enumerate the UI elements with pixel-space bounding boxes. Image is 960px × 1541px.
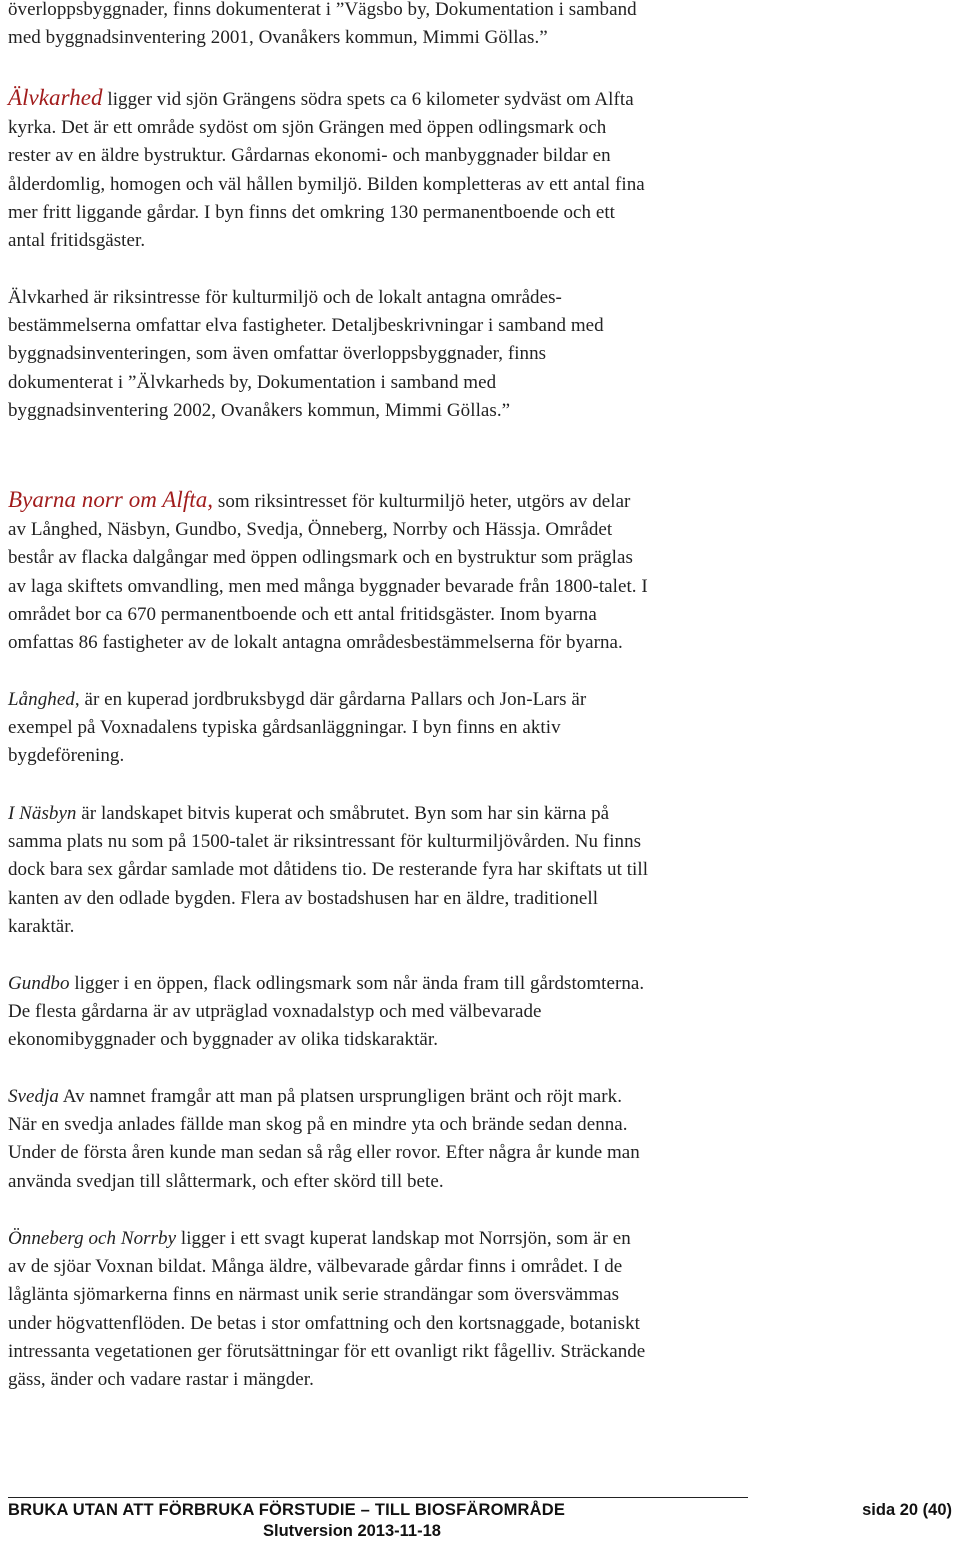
text-line: intressanta vegetationen ger förutsättningar för ett ovanligt rikt fågelliv. Sträckande	[8, 1340, 646, 1362]
onneberg-paragraph	[8, 1225, 808, 1394]
text-line: exempel på Voxnadalens typiska gårdsanläggningar. I byn finns en aktiv	[8, 717, 561, 739]
nasbyn-paragraph	[8, 800, 808, 941]
svedja-paragraph	[8, 1083, 808, 1196]
text-line: av laga skiftets omvandling, men med många byggnader bevarade från 1800-talet. I	[8, 575, 648, 597]
text-line: De flesta gårdarna är av utpräglad voxnadalstyp och med välbevarade	[8, 1001, 542, 1023]
text-line: av de sjöar Voxnan bildat. Många äldre, välbevarade gårdar finns i området. I de	[8, 1256, 623, 1278]
intro-paragraph	[8, 0, 808, 52]
text-line: använda svedjan till slåttermark, och efter skörd till bete.	[8, 1170, 444, 1192]
text-line: under högvattenflöden. De betas i stor omfattning och den kortsnaggade, botaniskt	[8, 1312, 640, 1334]
text-line: Älvkarhed är riksintresse för kulturmiljö och de lokalt antagna områdes-	[8, 287, 562, 308]
text-line	[8, 800, 808, 828]
text-line: karaktär.	[8, 915, 75, 937]
text-line: byggnadsinventering 2002, Ovanåkers kommun, Mimmi Göllas.”	[8, 399, 511, 421]
text-line: dock bara sex gårdar samlade mot dåtidens tio. De resterande fyra har skiftats ut till	[8, 859, 649, 881]
text-fragment: Av namnet framgår att man på platsen ursprungligen bränt och röjt mark.	[58, 1086, 623, 1107]
gundbo-paragraph	[8, 970, 808, 1055]
text-fragment: ligger vid sjön Grängens södra spets ca 6 kilometer sydväst om Alfta	[102, 89, 634, 110]
text-line: låglänta sjömarkerna finns en närmast unik serie strandängar som översvämmas	[8, 1284, 620, 1306]
text-line	[8, 84, 808, 114]
text-fragment: som riksintresset för kulturmiljö heter, utgörs av delar	[213, 491, 631, 512]
text-line: gäss, änder och vadare rastar i mängder.	[8, 1369, 314, 1391]
text-line: av Långhed, Näsbyn, Gundbo, Svedja, Önneberg, Norrby och Hässja. Området	[8, 519, 613, 541]
alvkarhed-paragraph	[8, 84, 808, 255]
text-line: Under de första åren kunde man sedan så råg eller rovor. Efter några år kunde man	[8, 1142, 640, 1164]
text-line: bygdeförening.	[8, 745, 125, 767]
text-line: kanten av den odlade bygden. Flera av bostadshusen har en äldre, traditionell	[8, 887, 599, 909]
text-line: byggnadsinventeringen, som även omfattar överloppsbyggnader, finns	[8, 343, 547, 365]
byarna-paragraph	[8, 486, 808, 657]
text-line: ekonomibyggnader och byggnader av olika tidskaraktär.	[8, 1029, 439, 1051]
village-name-onneberg: Önneberg och Norrby	[8, 1228, 177, 1249]
text-fragment: ligger i ett svagt kuperat landskap mot Norrsjön, som är en	[176, 1228, 631, 1249]
text-line: ålderdomlig, homogen och väl hållen bymiljö. Bilden kompletteras av ett antal fina	[8, 173, 645, 195]
footer-title: BRUKA UTAN ATT FÖRBRUKA FÖRSTUDIE – TILL BIOSFÄROMRÅDE	[8, 1501, 566, 1519]
text-line: bestämmelserna omfattar elva fastigheter. Detaljbeskrivningar i samband med	[8, 315, 604, 337]
page-number: sida 20 (40)	[862, 1501, 952, 1519]
alvkarhed-interest-paragraph	[8, 284, 808, 425]
text-line: När en svedja anlades fällde man skog på en mindre yta och brände sedan denna.	[8, 1114, 628, 1136]
section-heading-byarna: Byarna norr om Alfta,	[8, 487, 214, 512]
text-fragment: , är en kuperad jordbruksbygd där gårdarna Pallars och Jon-Lars är	[74, 689, 587, 710]
text-line: överloppsbyggnader, finns dokumenterat i ”Vägsbo by, Dokumentation i samband	[8, 0, 637, 20]
text-line: antal fritidsgäster.	[8, 230, 146, 252]
text-line: med byggnadsinventering 2001, Ovanåkers kommun, Mimmi Göllas.”	[8, 27, 548, 49]
text-line	[8, 1083, 808, 1111]
village-name-langhed: Långhed	[8, 689, 75, 710]
text-line: samma plats nu som på 1500-talet är riksintressant för kulturmiljövården. Nu finns	[8, 831, 642, 853]
section-heading-alvkarhed: Älvkarhed	[8, 85, 103, 110]
text-line	[8, 686, 808, 714]
text-line: dokumenterat i ”Älvkarheds by, Dokumentation i samband med	[8, 371, 497, 393]
text-line: mer fritt liggande gårdar. I byn finns det omkring 130 permanentboende och ett	[8, 201, 615, 223]
village-name-svedja: Svedja	[8, 1086, 59, 1107]
text-fragment: är landskapet bitvis kuperat och småbrutet. Byn som har sin kärna på	[76, 803, 610, 824]
footer-version: Slutversion 2013-11-18	[263, 1522, 441, 1540]
text-fragment: ligger i en öppen, flack odlingsmark som når ända fram till gårdstomterna.	[69, 973, 645, 994]
text-line	[8, 486, 808, 516]
text-line: består av flacka dalgångar med öppen odlingsmark och en bystruktur som präglas	[8, 547, 633, 569]
text-line: omfattas 86 fastigheter av de lokalt antagna områdesbestämmelserna för byarna.	[8, 632, 623, 654]
footer-divider	[8, 1497, 748, 1498]
text-line: området bor ca 670 permanentboende och ett antal fritidsgäster. Inom byarna	[8, 603, 597, 625]
text-line: kyrka. Det är ett område sydöst om sjön Grängen med öppen odlingsmark och	[8, 117, 607, 139]
text-line	[8, 970, 808, 998]
text-line: rester av en äldre bystruktur. Gårdarnas ekonomi- och manbyggnader bildar en	[8, 145, 611, 167]
langhed-paragraph	[8, 686, 808, 771]
text-line	[8, 1225, 808, 1253]
village-name-gundbo: Gundbo	[8, 973, 70, 994]
village-name-nasbyn: I Näsbyn	[8, 803, 77, 824]
